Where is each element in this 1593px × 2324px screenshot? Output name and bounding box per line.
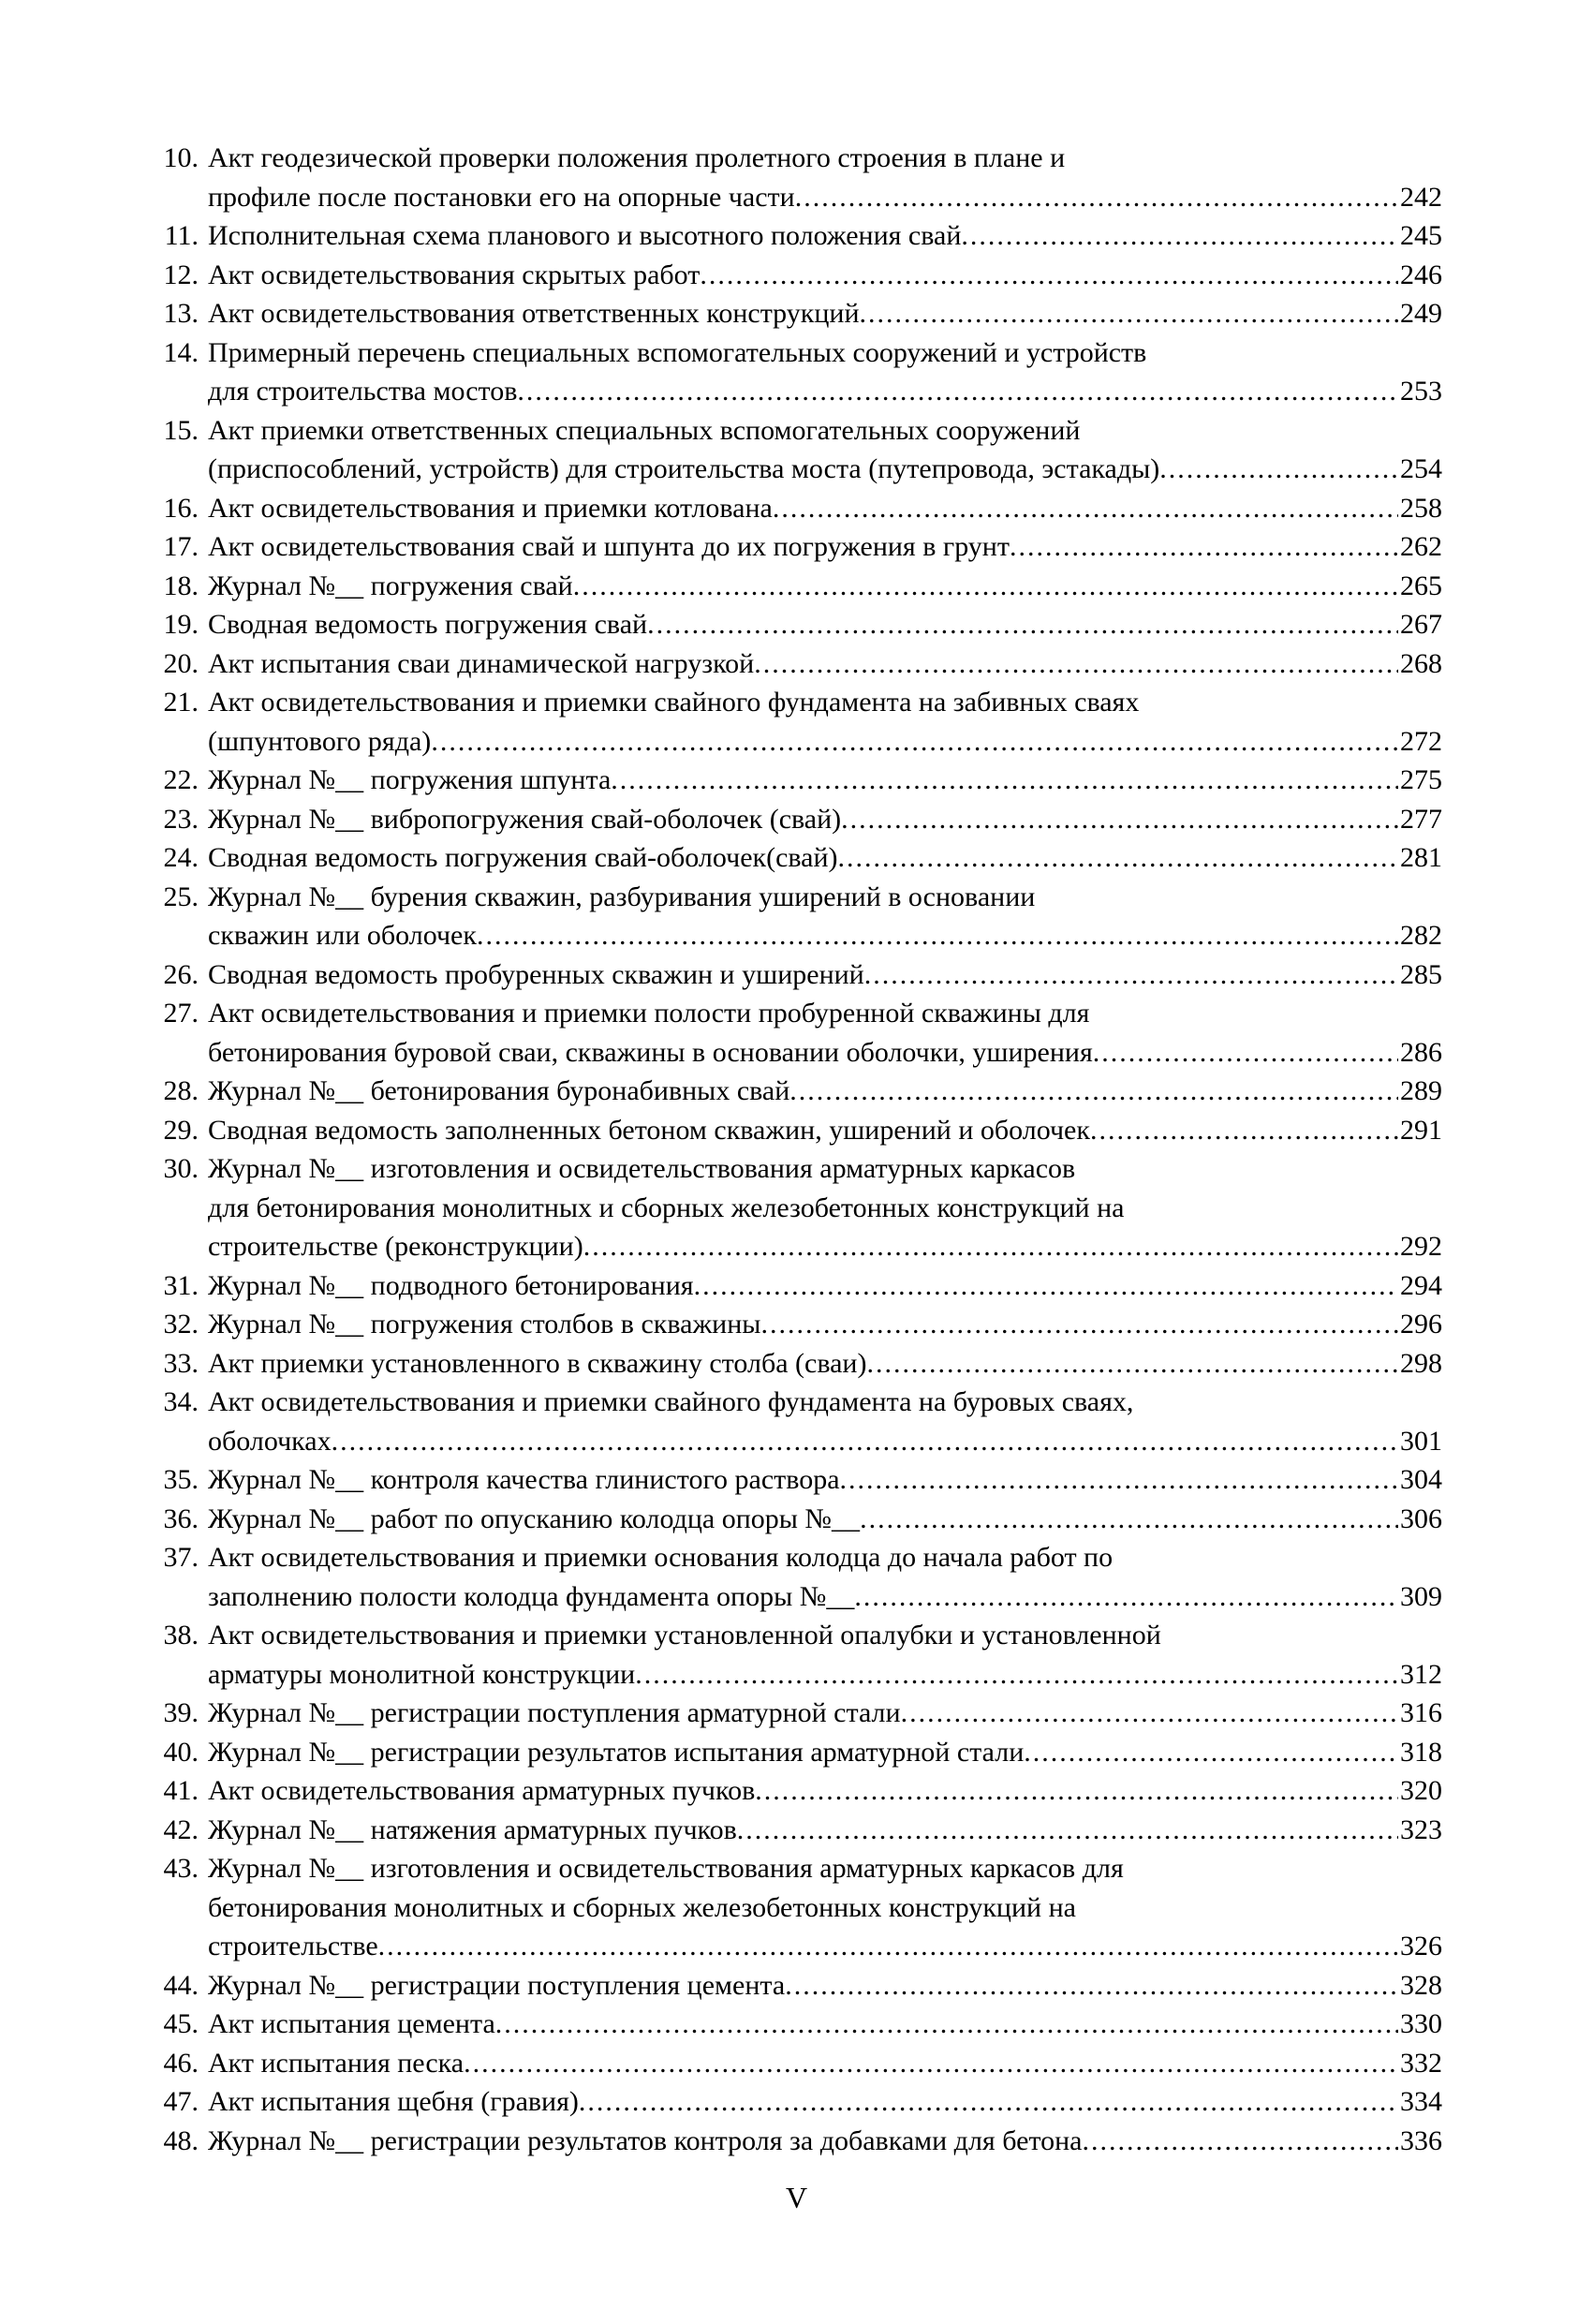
dot-leader xyxy=(795,178,1398,217)
toc-entry-title-line: Журнал №__ бурения скважин, разбуривания уширений в основании xyxy=(208,881,1036,912)
toc-entry-content xyxy=(208,994,1442,1072)
toc-entry-content xyxy=(208,2005,1442,2044)
toc-entry-content xyxy=(208,489,1442,528)
toc-entry xyxy=(140,1811,1442,1850)
toc-entry-page-number: 336 xyxy=(1400,2124,1442,2156)
toc-entry-title-line: Журнал №__ изготовления и освидетельствования арматурных каркасов xyxy=(208,1153,1076,1184)
dot-leader xyxy=(332,1422,1398,1461)
toc-entry-title-line: Акт освидетельствования и приемки свайного фундамента на буровых сваях, xyxy=(208,1386,1134,1417)
toc-entry xyxy=(140,2122,1442,2161)
toc-entry xyxy=(140,1538,1442,1616)
toc-entry-last-line xyxy=(208,838,1442,878)
toc-entry-content xyxy=(208,1072,1442,1111)
toc-entry-content xyxy=(208,1771,1442,1811)
toc-entry-last-line xyxy=(208,178,1442,217)
dot-leader xyxy=(1093,1033,1398,1073)
toc-entry xyxy=(140,216,1442,256)
toc-entry-content xyxy=(208,527,1442,567)
toc-entry-title-line: Журнал №__ натяжения арматурных пучков xyxy=(208,1813,737,1845)
toc-entry-number: 29. xyxy=(163,1114,199,1146)
toc-entry-title-line: Акт освидетельствования свай и шпунта до их погружения в грунт xyxy=(208,531,1010,562)
dot-leader xyxy=(789,1072,1398,1111)
toc-entry-page-number: 298 xyxy=(1400,1347,1442,1379)
toc-entry-last-line xyxy=(208,372,1442,411)
toc-entry-title-line: Акт испытания песка xyxy=(208,2047,465,2079)
toc-entry-content xyxy=(208,878,1442,955)
toc-entry xyxy=(140,1305,1442,1344)
toc-entry-last-line xyxy=(208,1811,1442,1850)
toc-entry-last-line xyxy=(208,567,1442,606)
toc-entry-number: 30. xyxy=(163,1153,199,1184)
toc-entry-content xyxy=(208,256,1442,295)
toc-entry-number: 31. xyxy=(163,1269,199,1301)
toc-entry-content xyxy=(208,2122,1442,2161)
dot-leader xyxy=(635,1655,1398,1695)
toc-entry-page-number: 312 xyxy=(1400,1658,1442,1690)
toc-entry-title-line: Акт испытания цемента xyxy=(208,2008,495,2039)
toc-entry-number: 47. xyxy=(163,2086,199,2117)
toc-entry-page-number: 282 xyxy=(1400,920,1442,951)
dot-leader xyxy=(864,955,1398,995)
toc-entry-last-line xyxy=(208,1111,1442,1150)
toc-entry-page-number: 254 xyxy=(1400,453,1442,484)
toc-entry-page-number: 245 xyxy=(1400,220,1442,251)
toc-entry-page-number: 272 xyxy=(1400,725,1442,757)
dot-leader xyxy=(583,1227,1398,1266)
toc-entry-content xyxy=(208,1616,1442,1694)
toc-entry-number: 43. xyxy=(163,1853,199,1884)
toc-entry-number: 16. xyxy=(163,492,199,524)
dot-leader xyxy=(477,916,1398,955)
toc-entry-page-number: 242 xyxy=(1400,181,1442,213)
toc-entry xyxy=(140,994,1442,1072)
toc-entry-number: 25. xyxy=(163,881,199,912)
toc-entry xyxy=(140,605,1442,644)
toc-entry-content xyxy=(208,2044,1442,2083)
toc-entry-last-line xyxy=(208,1460,1442,1500)
dot-leader xyxy=(694,1266,1398,1306)
toc-entry xyxy=(140,1149,1442,1266)
dot-leader xyxy=(854,1577,1398,1617)
dot-leader xyxy=(464,2044,1398,2083)
toc-entry-page-number: 249 xyxy=(1400,298,1442,329)
toc-entry-page-number: 277 xyxy=(1400,803,1442,835)
toc-entry-content xyxy=(208,800,1442,839)
toc-entry-last-line xyxy=(208,527,1442,567)
toc-entry-title-line: Акт освидетельствования и приемки полости пробуренной скважины для xyxy=(208,998,1090,1029)
toc-entry xyxy=(140,1616,1442,1694)
dot-leader xyxy=(860,1500,1398,1539)
dot-leader xyxy=(495,2005,1398,2044)
toc-entry-number: 34. xyxy=(163,1386,199,1417)
toc-entry-last-line xyxy=(208,2122,1442,2161)
toc-entry-number: 40. xyxy=(163,1736,199,1768)
toc-entry-content xyxy=(208,1383,1442,1460)
toc-entry-content xyxy=(208,1694,1442,1733)
toc-entry-content xyxy=(208,294,1442,333)
toc-entry-content xyxy=(208,1811,1442,1850)
toc-entry xyxy=(140,1111,1442,1150)
toc-entry xyxy=(140,878,1442,955)
toc-entry-title-line: Акт приемки ответственных специальных вспомогательных сооружений xyxy=(208,414,1081,446)
dot-leader xyxy=(1083,2122,1399,2161)
toc-entry-page-number: 323 xyxy=(1400,1813,1442,1845)
toc-entry-last-line xyxy=(208,1694,1442,1733)
toc-entry-last-line xyxy=(208,489,1442,528)
toc-entry xyxy=(140,683,1442,761)
dot-leader xyxy=(841,800,1398,839)
toc-entry-title-line: Сводная ведомость погружения свай xyxy=(208,609,648,640)
toc-entry-number: 32. xyxy=(163,1309,199,1340)
toc-entry-number: 27. xyxy=(163,998,199,1029)
toc-entry-last-line xyxy=(208,916,1442,955)
toc-entry-title-line: для строительства мостов xyxy=(208,376,518,407)
toc-entry-page-number: 281 xyxy=(1400,842,1442,873)
dot-leader xyxy=(737,1811,1398,1850)
toc-entry-content xyxy=(208,1344,1442,1384)
toc-entry-last-line xyxy=(208,1072,1442,1111)
toc-entry xyxy=(140,333,1442,411)
toc-entry xyxy=(140,644,1442,684)
toc-entry-number: 33. xyxy=(163,1347,199,1379)
toc-entry-last-line xyxy=(208,1227,1442,1266)
dot-leader xyxy=(866,1344,1398,1384)
toc-entry-title-line: Журнал №__ погружения столбов в скважины xyxy=(208,1309,761,1340)
toc-entry-number: 20. xyxy=(163,647,199,679)
toc-entry-last-line xyxy=(208,1033,1442,1073)
dot-leader xyxy=(773,489,1398,528)
toc-entry-number: 37. xyxy=(163,1542,199,1573)
toc-entry-page-number: 258 xyxy=(1400,492,1442,524)
toc-entry-title-line: Журнал №__ работ по опусканию колодца опоры №__ xyxy=(208,1502,861,1534)
dot-leader xyxy=(647,605,1398,644)
toc-entry xyxy=(140,1694,1442,1733)
toc-entry-last-line xyxy=(208,955,1442,995)
toc-entry-title-line: строительстве (реконструкции) xyxy=(208,1231,583,1262)
toc-entry-title-line: Акт приемки установленного в скважину столба (сваи) xyxy=(208,1347,867,1379)
toc-entry-number: 17. xyxy=(163,531,199,562)
dot-leader xyxy=(901,1694,1398,1733)
toc-entry-content xyxy=(208,1111,1442,1150)
toc-entry-page-number: 296 xyxy=(1400,1309,1442,1340)
toc-entry-content xyxy=(208,761,1442,800)
toc-entry-title-line: для бетонирования монолитных и сборных железобетонных конструкций на xyxy=(208,1192,1125,1223)
toc-entry-number: 15. xyxy=(163,414,199,446)
toc-entry-title-line: строительстве xyxy=(208,1931,378,1961)
toc-entry xyxy=(140,489,1442,528)
toc-entry-last-line xyxy=(208,1577,1442,1617)
toc-entry-title-line: Журнал №__ регистрации результатов испытания арматурной стали xyxy=(208,1736,1025,1768)
dot-leader xyxy=(860,294,1398,333)
toc-entry-title-line: Примерный перечень специальных вспомогательных сооружений и устройств xyxy=(208,336,1147,368)
dot-leader xyxy=(785,1966,1398,2006)
toc-entry-content xyxy=(208,1149,1442,1266)
toc-entry-title-line: Журнал №__ изготовления и освидетельствования арматурных каркасов для xyxy=(208,1853,1124,1884)
toc-entry-number: 35. xyxy=(163,1464,199,1495)
toc-entry-last-line xyxy=(208,2005,1442,2044)
toc-entry-title-line: Сводная ведомость погружения свай-оболочек(свай) xyxy=(208,842,838,873)
toc-entry-content xyxy=(208,1733,1442,1772)
toc-entry-number: 14. xyxy=(163,336,199,368)
toc-entry-page-number: 332 xyxy=(1400,2047,1442,2079)
toc-entry-number: 26. xyxy=(163,958,199,990)
toc-entry xyxy=(140,800,1442,839)
toc-entry-last-line xyxy=(208,800,1442,839)
toc-entry-page-number: 326 xyxy=(1400,1931,1442,1961)
toc-entry-last-line xyxy=(208,1344,1442,1384)
toc-entry-number: 10. xyxy=(163,142,199,173)
toc-entry-content xyxy=(208,683,1442,761)
dot-leader xyxy=(961,216,1398,256)
toc-entry xyxy=(140,567,1442,606)
toc-entry-title-line: Акт освидетельствования и приемки свайного фундамента на забивных сваях xyxy=(208,687,1140,718)
toc-entry-number: 46. xyxy=(163,2047,199,2079)
toc-entry-number: 18. xyxy=(163,570,199,601)
toc-entry-title-line: Акт освидетельствования ответственных конструкций xyxy=(208,298,860,329)
toc-entry-title-line: (приспособлений, устройств) для строительства моста (путепровода, эстакады) xyxy=(208,453,1160,484)
dot-leader xyxy=(840,1460,1398,1500)
toc-entry-page-number: 267 xyxy=(1400,609,1442,640)
toc-entry-number: 41. xyxy=(163,1775,199,1806)
toc-entry-last-line xyxy=(208,1500,1442,1539)
toc-entry-page-number: 306 xyxy=(1400,1502,1442,1534)
dot-leader xyxy=(700,256,1398,295)
toc-entry-page-number: 309 xyxy=(1400,1580,1442,1612)
table-of-contents xyxy=(140,139,1442,2160)
toc-entry-title-line: (шпунтового ряда) xyxy=(208,725,432,757)
toc-entry-number: 11. xyxy=(164,220,199,251)
toc-entry-title-line: Акт освидетельствования и приемки котлована xyxy=(208,492,773,524)
toc-entry-content xyxy=(208,1266,1442,1306)
toc-entry-number: 23. xyxy=(163,803,199,835)
toc-entry-title-line: Журнал №__ подводного бетонирования xyxy=(208,1269,694,1301)
toc-entry-content xyxy=(208,411,1442,489)
toc-entry-last-line xyxy=(208,605,1442,644)
toc-entry-number: 45. xyxy=(163,2008,199,2039)
toc-entry-content xyxy=(208,1966,1442,2006)
toc-entry-last-line xyxy=(208,1966,1442,2006)
toc-entry xyxy=(140,1344,1442,1384)
toc-entry-content xyxy=(208,567,1442,606)
toc-entry-content xyxy=(208,838,1442,878)
toc-entry-number: 42. xyxy=(163,1813,199,1845)
toc-entry xyxy=(140,411,1442,489)
toc-entry-page-number: 262 xyxy=(1400,531,1442,562)
toc-entry xyxy=(140,2044,1442,2083)
toc-entry xyxy=(140,139,1442,216)
toc-entry-number: 48. xyxy=(163,2124,199,2156)
toc-entry-content xyxy=(208,955,1442,995)
toc-entry-title-line: оболочках xyxy=(208,1425,332,1457)
toc-entry-page-number: 294 xyxy=(1400,1269,1442,1301)
toc-entry-number: 38. xyxy=(163,1620,199,1650)
toc-entry-page-number: 268 xyxy=(1400,647,1442,679)
dot-leader xyxy=(573,567,1398,606)
dot-leader xyxy=(755,1771,1398,1811)
toc-entry-title-line: Сводная ведомость заполненных бетоном скважин, уширений и оболочек xyxy=(208,1114,1090,1146)
toc-entry-number: 12. xyxy=(163,259,199,290)
toc-entry-content xyxy=(208,139,1442,216)
toc-entry xyxy=(140,256,1442,295)
toc-entry xyxy=(140,294,1442,333)
toc-entry-page-number: 253 xyxy=(1400,376,1442,407)
toc-entry-content xyxy=(208,2082,1442,2122)
toc-entry-title-line: Журнал №__ вибропогружения свай-оболочек (свай) xyxy=(208,803,842,835)
toc-entry-page-number: 291 xyxy=(1400,1114,1442,1146)
toc-entry-title-line: Журнал №__ регистрации результатов контроля за добавками для бетона xyxy=(208,2124,1083,2156)
toc-entry xyxy=(140,2082,1442,2122)
toc-entry-last-line xyxy=(208,1266,1442,1306)
toc-entry xyxy=(140,1771,1442,1811)
toc-entry xyxy=(140,761,1442,800)
toc-entry-page-number: 320 xyxy=(1400,1775,1442,1806)
toc-entry-page-number: 265 xyxy=(1400,570,1442,601)
dot-leader xyxy=(1024,1733,1398,1772)
toc-entry xyxy=(140,1733,1442,1772)
toc-entry-number: 13. xyxy=(163,298,199,329)
toc-entry xyxy=(140,838,1442,878)
toc-entry xyxy=(140,1500,1442,1539)
toc-entry-title-line: Сводная ведомость пробуренных скважин и уширений xyxy=(208,958,864,990)
toc-entry-content xyxy=(208,1849,1442,1966)
toc-entry xyxy=(140,2005,1442,2044)
dot-leader xyxy=(1010,527,1398,567)
toc-entry-title-line: арматуры монолитной конструкции xyxy=(208,1658,636,1690)
dot-leader xyxy=(838,838,1398,878)
toc-entry-title-line: Акт освидетельствования арматурных пучков xyxy=(208,1775,756,1806)
toc-entry-page-number: 328 xyxy=(1400,1969,1442,2001)
toc-entry xyxy=(140,1849,1442,1966)
toc-entry-page-number: 334 xyxy=(1400,2086,1442,2117)
toc-entry-number: 28. xyxy=(163,1075,199,1106)
toc-entry-last-line xyxy=(208,450,1442,489)
toc-entry xyxy=(140,527,1442,567)
dot-leader xyxy=(1159,450,1398,489)
toc-entry-content xyxy=(208,216,1442,256)
toc-entry-number: 36. xyxy=(163,1502,199,1534)
toc-entry-title-line: Акт испытания щебня (гравия) xyxy=(208,2086,579,2117)
dot-leader xyxy=(517,372,1398,411)
toc-entry-title-line: скважин или оболочек xyxy=(208,920,477,951)
toc-entry-page-number: 304 xyxy=(1400,1464,1442,1495)
toc-entry-last-line xyxy=(208,1733,1442,1772)
dot-leader xyxy=(431,722,1398,762)
toc-entry-title-line: Акт геодезической проверки положения пролетного строения в плане и xyxy=(208,142,1066,173)
dot-leader xyxy=(378,1927,1398,1966)
toc-entry-number: 22. xyxy=(163,764,199,795)
dot-leader xyxy=(579,2082,1398,2122)
toc-entry-page-number: 285 xyxy=(1400,958,1442,990)
toc-entry-page-number: 330 xyxy=(1400,2008,1442,2039)
toc-entry-title-line: Журнал №__ регистрации поступления цемента xyxy=(208,1969,786,2001)
toc-entry-number: 39. xyxy=(163,1697,199,1728)
toc-entry-number: 44. xyxy=(163,1969,199,2001)
toc-entry-page-number: 292 xyxy=(1400,1231,1442,1262)
toc-entry-last-line xyxy=(208,216,1442,256)
toc-entry-title-line: Исполнительная схема планового и высотного положения свай xyxy=(208,220,962,251)
toc-entry-last-line xyxy=(208,2044,1442,2083)
toc-entry-content xyxy=(208,644,1442,684)
toc-entry xyxy=(140,1266,1442,1306)
toc-entry-title-line: Журнал №__ бетонирования буронабивных свай xyxy=(208,1075,790,1106)
toc-entry-title-line: Журнал №__ контроля качества глинистого раствора xyxy=(208,1464,840,1495)
toc-entry-last-line xyxy=(208,1927,1442,1966)
toc-entry-title-line: Журнал №__ регистрации поступления арматурной стали xyxy=(208,1697,901,1728)
toc-entry-last-line xyxy=(208,722,1442,762)
toc-entry-title-line: бетонирования монолитных и сборных железобетонных конструкций на xyxy=(208,1891,1076,1923)
toc-entry-title-line: бетонирования буровой сваи, скважины в основании оболочки, уширения xyxy=(208,1036,1093,1068)
dot-leader xyxy=(1090,1111,1398,1150)
toc-entry-content xyxy=(208,1460,1442,1500)
toc-entry-title-line: Акт освидетельствования и приемки основания колодца до начала работ по xyxy=(208,1542,1114,1573)
page-folio: V xyxy=(785,2181,808,2214)
toc-entry-title-line: профиле после постановки его на опорные части xyxy=(208,181,795,213)
toc-entry-page-number: 316 xyxy=(1400,1697,1442,1728)
toc-entry-title-line: Журнал №__ погружения шпунта xyxy=(208,764,612,795)
toc-entry-page-number: 275 xyxy=(1400,764,1442,795)
toc-entry-content xyxy=(208,1305,1442,1344)
toc-entry-number: 21. xyxy=(163,687,199,718)
toc-entry-last-line xyxy=(208,256,1442,295)
toc-entry-last-line xyxy=(208,1305,1442,1344)
toc-entry-page-number: 301 xyxy=(1400,1425,1442,1457)
toc-entry-last-line xyxy=(208,2082,1442,2122)
toc-entry-page-number: 318 xyxy=(1400,1736,1442,1768)
toc-entry-title-line: Журнал №__ погружения свай xyxy=(208,570,573,601)
toc-entry xyxy=(140,1460,1442,1500)
toc-entry-title-line: заполнению полости колодца фундамента опоры №__ xyxy=(208,1580,855,1612)
dot-leader xyxy=(611,761,1398,800)
toc-entry-page-number: 286 xyxy=(1400,1036,1442,1068)
toc-entry-page-number: 289 xyxy=(1400,1075,1442,1106)
toc-entry-title-line: Акт испытания сваи динамической нагрузкой xyxy=(208,647,755,679)
toc-entry-content xyxy=(208,1538,1442,1616)
toc-entry-last-line xyxy=(208,1422,1442,1461)
toc-entry-content xyxy=(208,1500,1442,1539)
toc-entry-last-line xyxy=(208,761,1442,800)
toc-entry xyxy=(140,1383,1442,1460)
toc-entry xyxy=(140,1072,1442,1111)
toc-entry-last-line xyxy=(208,1771,1442,1811)
toc-entry-title-line: Акт освидетельствования скрытых работ xyxy=(208,259,701,290)
toc-entry-last-line xyxy=(208,644,1442,684)
toc-entry-content xyxy=(208,333,1442,411)
toc-entry-last-line xyxy=(208,1655,1442,1695)
toc-entry-last-line xyxy=(208,294,1442,333)
toc-entry-number: 24. xyxy=(163,842,199,873)
toc-entry-page-number: 246 xyxy=(1400,259,1442,290)
toc-entry-number: 19. xyxy=(163,609,199,640)
toc-entry-content xyxy=(208,605,1442,644)
toc-entry-title-line: Акт освидетельствования и приемки установленной опалубки и установленной xyxy=(208,1620,1161,1650)
dot-leader xyxy=(754,644,1398,684)
toc-entry xyxy=(140,955,1442,995)
dot-leader xyxy=(760,1305,1398,1344)
toc-entry xyxy=(140,1966,1442,2006)
